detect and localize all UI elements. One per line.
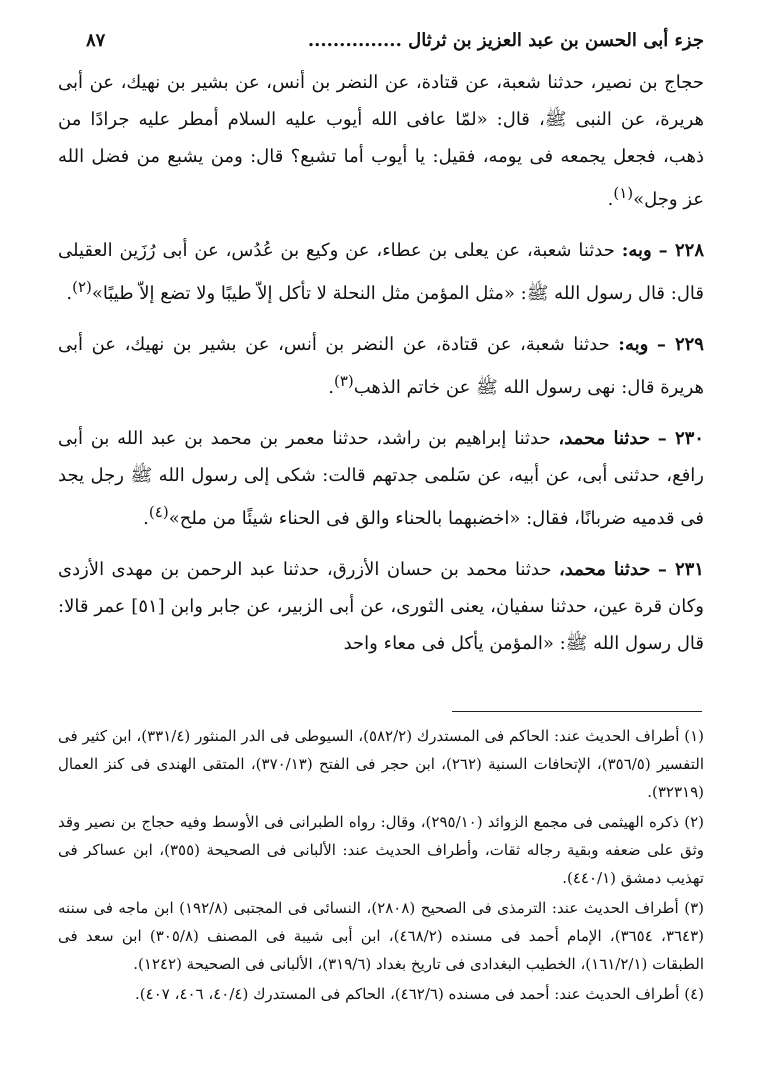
footnote-text: أطراف الحديث عند: الترمذى فى الصحيح (٢٨٠٨)، النسائى فى المجتبى (١٩٢/٨) ابن ماجه فى سننه (٣٦٤٣، ٣٦٥٤)، الإمام أحمد فى مسنده (٤٦٨/٢)، ابن أبى شيبة فى المصنف (٣٠٥/٨) ابن سعد فى الطبقات (١٦١/٢/١)، الخطيب البغدادى فى تاريخ بغداد (٣١٩/٦)، الألبانى فى الصحيحة (١٢٤٢).	[58, 899, 704, 973]
paragraph-continued: حجاج بن نصير، حدثنا شعبة، عن قتادة، عن النضر بن أنس، عن بشير بن نهيك، عن أبى هريرة، عن النبى ﷺ، قال: «لمّا عافى الله أيوب عليه السلام أمطر عليه جرادًا من ذهب، فجعل يجمعه فى يومه، فقيل: يا أيوب أما تشبع؟ قال: ومن يشبع من فضل الله عز وجل»$^{(١)}$.	[58, 72, 704, 210]
hadith-229: ٢٢٩ – وبه: حدثنا شعبة، عن قتادة، عن النضر بن أنس، عن بشير بن نهيك، عن أبى هريرة قال: نهى رسول الله ﷺ عن خاتم الذهب$^{(٣)}$.	[58, 334, 704, 398]
footnote-1	[58, 722, 704, 806]
hadith-lead: وبه:	[618, 334, 649, 355]
hadith-lead: وبه:	[621, 240, 652, 261]
hadith-number: ٢٣١ –	[657, 559, 704, 580]
hadith-231: ٢٣١ – حدثنا محمد، حدثنا محمد بن حسان الأزرق، حدثنا عبد الرحمن بن مهدى الأزدى وكان قرة عين، حدثنا سفيان، يعنى الثورى، عن أبى الزبير، عن جابر وابن [٥١] عمر قالا: قال رسول الله ﷺ: «المؤمن يأكل فى معاء واحد	[58, 559, 705, 654]
footnote-ref: (٣)	[333, 372, 354, 390]
page-number: ٨٧	[86, 30, 106, 51]
footnote-number: (٣)	[684, 899, 704, 917]
footnote-3	[58, 894, 704, 978]
hadith-228: ٢٢٨ – وبه: حدثنا شعبة، عن يعلى بن عطاء، عن وكيع بن عُدُس، عن أبى رُزَين العقيلى قال: قال رسول الله ﷺ: «مثل المؤمن مثل النحلة لا تأكل إلاّ طيبًا ولا تضع إلاّ طيبًا»$^{(٢)}$.	[58, 240, 704, 304]
footnotes	[58, 722, 704, 1010]
footnote-text: أطراف الحديث عند: أحمد فى مسنده (٤٦٢/٦)، الحاكم فى المستدرك (٤٠/٤، ٤٠٦، ٤٠٧).	[135, 985, 680, 1003]
hadith-number: ٢٣٠ –	[657, 428, 704, 449]
footnote-ref: (١)	[613, 184, 634, 202]
footnote-text: ذكره الهيثمى فى مجمع الزوائد (٢٩٥/١٠)، وقال: رواه الطبرانى فى الأوسط وفيه حجاج بن نصير وقد وثق على ضعفه وبقية رجاله ثقات، وأطراف الحديث عند: الألبانى فى الصحيحة (٣٥٥)، ابن عساكر فى تهذيب دمشق (٤٤٠/١).	[58, 813, 704, 887]
footnote-number: (٤)	[684, 985, 704, 1003]
hadith-230: ٢٣٠ – حدثنا محمد، حدثنا إبراهيم بن راشد، حدثنا معمر بن محمد بن عبد الله بن أبى رافع، حدثنى أبى، عن أبيه، عن سَلمى جدتهم قالت: شكى إلى رسول الله ﷺ رجل يجد فى قدميه ضربانًا، فقال: «اخضبهما بالحناء والق فى الحناء شيئًا من ملح»$^{(٤)}$.	[58, 428, 704, 529]
page-header	[86, 30, 704, 51]
footnote-number: (١)	[684, 727, 704, 745]
footnote-text: أطراف الحديث عند: الحاكم فى المستدرك (٥٨٢/٢)، السيوطى فى الدر المنثور (٣٣١/٤)، ابن كثير فى التفسير (٣٥٦/٥)، الإتحافات السنية (٢٦٢)، ابن حجر فى الفتح (٣٧٠/١٣)، المتقى الهندى فى كنز العمال (٣٢٣١٩).	[58, 727, 704, 801]
running-title: جزء أبى الحسن بن عبد العزيز بن ثرثال ...............	[307, 30, 704, 51]
footnote-ref: (٢)	[72, 278, 92, 296]
main-text	[58, 64, 704, 676]
hadith-number: ٢٢٩ –	[656, 334, 704, 355]
footnote-number: (٢)	[684, 813, 704, 831]
footnote-separator	[452, 711, 702, 712]
footnote-4	[58, 980, 704, 1008]
footnote-2	[58, 808, 704, 892]
hadith-lead: حدثنا محمد،	[558, 428, 650, 449]
hadith-lead: حدثنا محمد،	[558, 559, 651, 580]
footnote-ref: (٤)	[148, 503, 169, 521]
hadith-number: ٢٢٨ –	[658, 240, 704, 261]
